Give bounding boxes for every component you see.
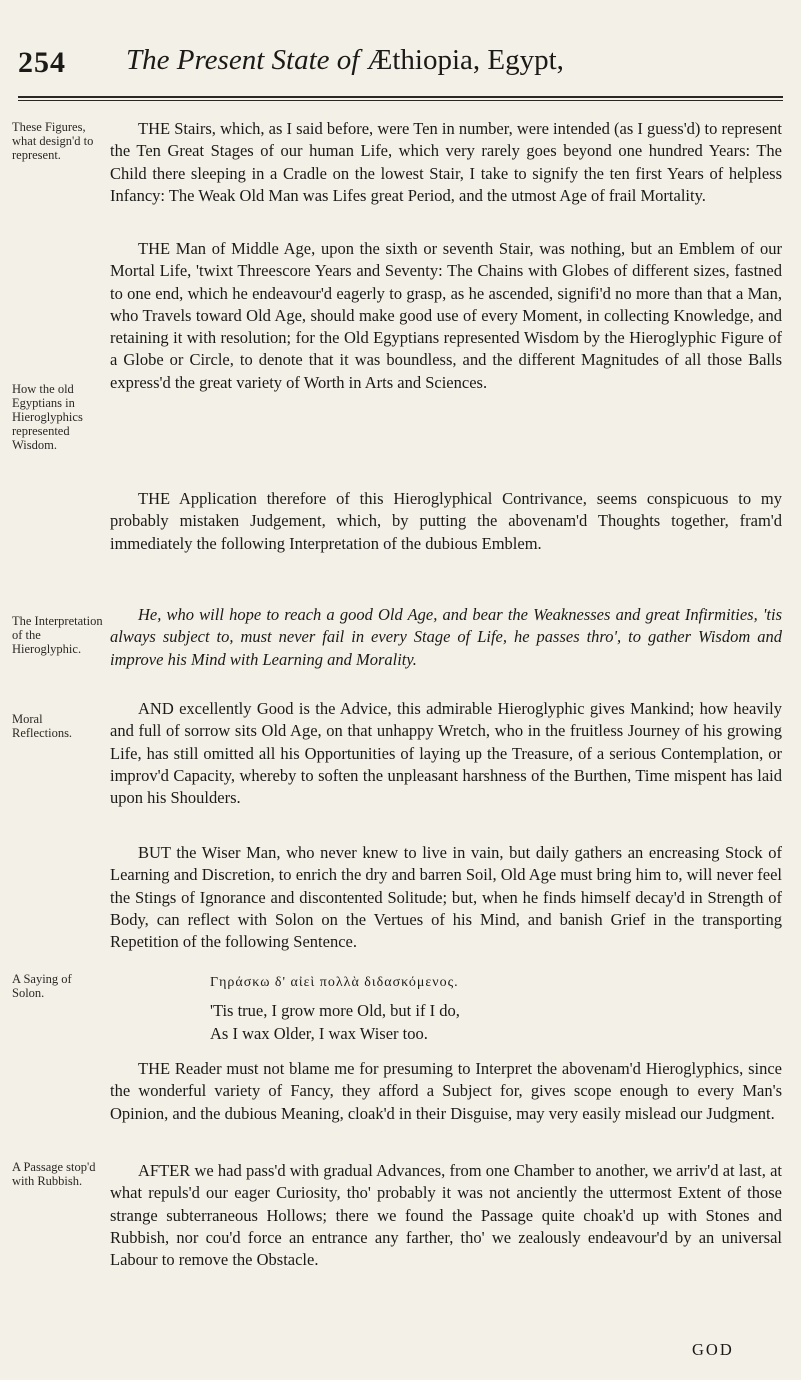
emblem-interpretation: He, who will hope to reach a good Old Age, and bear the Weaknesses and great Infirmities, 'tis always subject to, must never fail in every Stage of Life, he passes thro', to gather Wisdom and improve his Mind with Learning and Morality.	[110, 605, 782, 669]
margin-note: The Interpretation of the Hieroglyphic.	[12, 614, 103, 656]
paragraph: AND excellently Good is the Advice, this admirable Hieroglyphic gives Mankind; how heavily and full of sorrow sits Old Age, on that unhappy Wretch, who in the fruitless Journey of his growing Life, has still omitted all his Opportunities of laying up the Treasure, of a serious Contemplation, or improv'd Capacity, whereby to soften the unpleasant harshness of the Burthen, Time mispent has laid upon his Shoulders.	[110, 699, 782, 808]
paragraph: THE Reader must not blame me for presuming to Interpret the abovenam'd Hieroglyphics, since the wonderful variety of Fancy, they afford a Subject for, gives scope enough to every Man's Opinion, and the dubious Meaning, cloak'd in their Disguise, may very easily mislead our Judgment.	[110, 1059, 782, 1123]
header-rule	[18, 96, 783, 98]
paragraph: THE Stairs, which, as I said before, were Ten in number, were intended (as I guess'd) to represent the Ten Great Stages of our human Life, which very rarely goes beyond one hundred Years: The Child there sleeping in a Cradle on the lowest Stair, I take to signify the ten first Years of helpless Infancy: The Weak Old Man was Lifes great Period, and the utmost Age of frail Mortality.	[110, 119, 782, 205]
margin-note: A Saying of Solon.	[12, 972, 72, 1000]
header-rule-thin	[18, 100, 783, 101]
margin-note: How the old Egyptians in Hieroglyphics represented Wisdom.	[12, 382, 83, 452]
verse-line: As I wax Older, I wax Wiser too.	[210, 1024, 428, 1043]
greek-quotation: Γηράσκω δ' αἰεὶ πολλὰ διδασκόμενος.	[210, 975, 459, 990]
paragraph: THE Man of Middle Age, upon the sixth or seventh Stair, was nothing, but an Emblem of our Mortal Life, 'twixt Threescore Years and Seventy: The Chains with Globes of different sizes, fastned to one end, which he endeavour'd eagerly to grasp, as he ascended, signifi'd no more than that a Man, who Travels toward Old Age, should make good use of every Moment, in collecting Knowledge, and retaining it with resolution; for the Old Egyptians represented Wisdom by the Hieroglyphic Figure of a Globe or Circle, to denote that it was boundless, and the different Magnitudes of all those Balls express'd the great variety of Worth in Arts and Sciences.	[110, 239, 782, 392]
margin-note: A Passage stop'd with Rubbish.	[12, 1160, 96, 1188]
paragraph: BUT the Wiser Man, who never knew to live in vain, but daily gathers an encreasing Stock of Learning and Discretion, to enrich the dry and barren Soil, Old Age must bring him to, will never feel the Stings of Ignorance and discontented Solitude; but, when he finds himself decay'd in Strength of Body, can reflect with Solon on the Vertues of his Mind, and banish Grief in the transporting Repetition of the following Sentence.	[110, 843, 782, 952]
page-number: 254	[18, 46, 66, 79]
page-header	[18, 46, 788, 102]
paragraph: AFTER we had pass'd with gradual Advances, from one Chamber to another, we arriv'd at last, at what repuls'd our eager Curiosity, tho' probably it was not anciently the uttermost Extent of those strange subterraneous Hollows; there we found the Passage quite choak'd up with Stones and Rubbish, nor cou'd force an entrance any farther, tho' we zealously endeavour'd by an universal Labour to remove the Obstacle.	[110, 1161, 782, 1270]
running-title-italic: The Present State of	[126, 44, 367, 76]
margin-note: Moral Reflections.	[12, 712, 73, 740]
catchword: GOD	[692, 1340, 734, 1359]
running-title	[126, 44, 564, 77]
paragraph: THE Application therefore of this Hieroglyphical Contrivance, seems conspicuous to my probably mistaken Judgement, which, by putting the abovenam'd Thoughts together, fram'd immediately the following Interpretation of the dubious Emblem.	[110, 489, 782, 553]
running-title-roman: Æthiopia, Egypt,	[366, 44, 564, 76]
verse-line: 'Tis true, I grow more Old, but if I do,	[210, 1001, 460, 1020]
margin-note: These Figures, what design'd to represent.	[12, 120, 94, 162]
